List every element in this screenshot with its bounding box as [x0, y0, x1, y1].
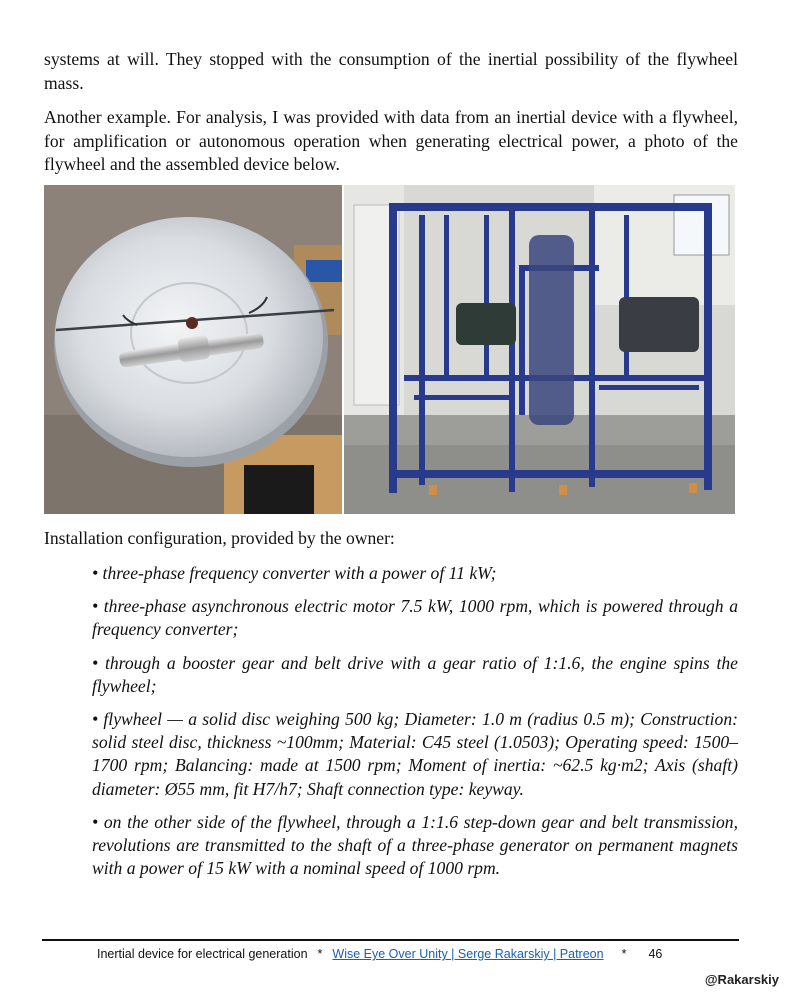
author-watermark: @Rakarskiy [704, 972, 779, 987]
paragraph-example: Another example. For analysis, I was provided with data from an inertial device with a flywheel, for amplification or autonomous operation when generating electrical power, a photo of the flywheel and the assembled device below. [44, 107, 738, 174]
photo-pair [44, 185, 735, 514]
list-item-generator: • on the other side of the flywheel, through a 1:1.6 step-down gear and belt transmission, revolutions are transmitted to the shaft of a three-phase generator on permanent magnets with a power of 15 kW with a nominal speed of 1000 rpm. [92, 811, 738, 879]
list-item-converter: • three-phase frequency converter with a power of 11 kW; [92, 563, 497, 583]
page-number: 46 [648, 947, 663, 961]
footer-separator: * [621, 947, 627, 961]
list-item-motor: • three-phase asynchronous electric motor 7.5 kW, 1000 rpm, which is powered through a frequency converter; [92, 596, 738, 640]
installation-heading: Installation configuration, provided by the owner: [44, 528, 395, 548]
list-item-booster-gear: • through a booster gear and belt drive with a gear ratio of 1:1.6, the engine spins the flywheel; [92, 652, 738, 696]
configuration-list [92, 562, 738, 890]
assembled-device-photo [344, 185, 735, 514]
page-footer [97, 947, 662, 961]
footer-divider [42, 939, 739, 941]
footer-doc-title: Inertial device for electrical generation [97, 947, 308, 961]
paragraph-continuation: systems at will. They stopped with the consumption of the inertial possibility of the flywheel mass. [44, 49, 738, 93]
list-item-flywheel: • flywheel — a solid disc weighing 500 kg; Diameter: 1.0 m (radius 0.5 m); Construction: solid steel disc, thickness ~100mm; Material: C45 steel (1.0503); Operating speed: 1500–1700 rpm; Balancing: made at 1500 rpm; Moment of inertia: ~62.5 kg·m2; Axis (shaft) diameter: Ø55 mm, fit H7/h7; Shaft connection type: keyway. [92, 709, 738, 799]
footer-separator: * [317, 947, 323, 961]
patreon-link[interactable]: Wise Eye Over Unity | Serge Rakarskiy | Patreon [332, 947, 604, 961]
flywheel-photo [44, 185, 342, 514]
